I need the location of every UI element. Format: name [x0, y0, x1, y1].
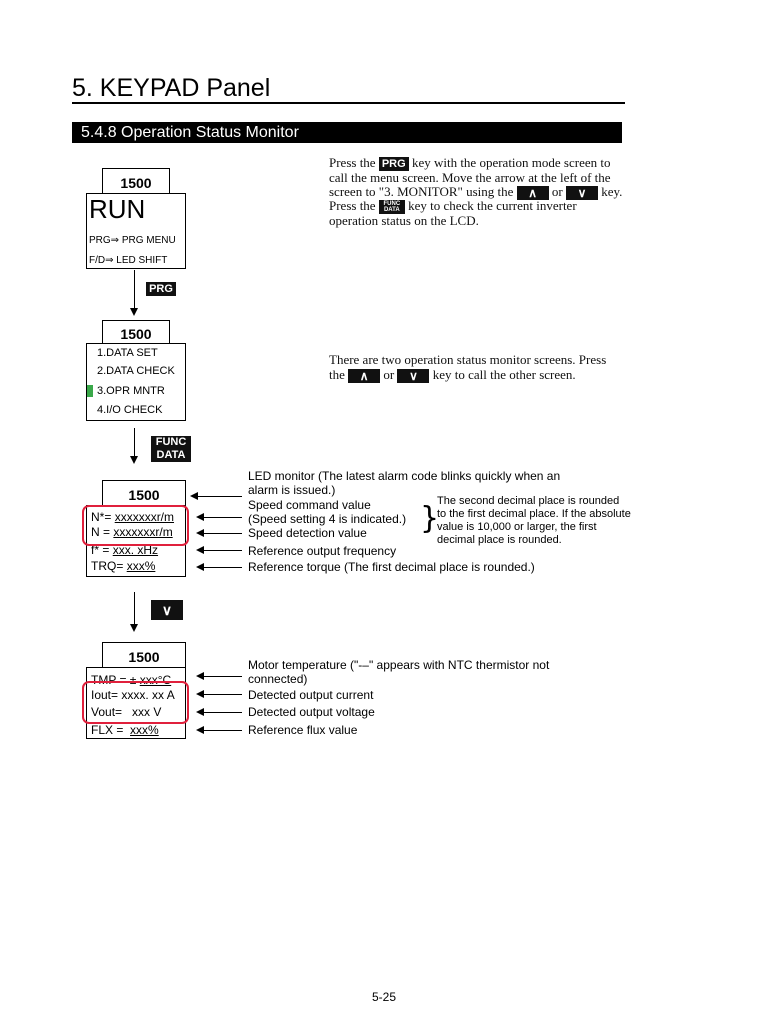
- intro-text: key with the operation mode screen to: [411, 155, 611, 170]
- menu-cursor-icon: [87, 385, 93, 397]
- screen2-tab: 1500: [102, 320, 170, 344]
- row-label: TMP = ±: [91, 673, 137, 687]
- led-monitor-label-2: alarm is issued.): [248, 483, 336, 497]
- lcd-screen-run: [86, 193, 186, 269]
- arrow-head-icon: [130, 624, 138, 632]
- row-value: xxx. xHz: [112, 543, 159, 557]
- row-label: N =: [91, 525, 111, 539]
- intro-line-1: [329, 156, 611, 171]
- down-key-icon: ∨: [151, 600, 183, 620]
- up-key-icon: ∧: [348, 369, 380, 383]
- note2-line-2: [329, 368, 576, 383]
- row-value: xxxxxxxr/m: [114, 510, 175, 524]
- motor-temp-arrow-line: [204, 676, 242, 677]
- func-key-top: FUNC: [383, 201, 401, 208]
- intro-text: key to check the current inverter: [408, 198, 577, 213]
- flux-label: Reference flux value: [248, 723, 358, 737]
- output-current-label: Detected output current: [248, 688, 374, 702]
- arrow-head-icon: [196, 672, 204, 680]
- menu-item-data-check: 2.DATA CHECK: [97, 365, 175, 377]
- flux-row: [91, 724, 159, 737]
- output-current-row: Iout= xxxx. xx A: [91, 688, 175, 702]
- screen1-line-2: F/D⇒ LED SHIFT: [89, 255, 168, 266]
- motor-temp-label: Motor temperature ("-–" appears with NTC thermistor not: [248, 658, 550, 672]
- flux-arrow-line: [204, 730, 242, 731]
- rounding-note-1: The second decimal place is rounded: [437, 495, 620, 507]
- highlight-speed-rows: [82, 505, 189, 546]
- run-label: RUN: [89, 194, 146, 224]
- menu-item-data-set: 1.DATA SET: [97, 347, 158, 359]
- intro-line-4: [329, 199, 577, 214]
- brace-icon: }: [420, 501, 440, 536]
- rounding-note-2: to the first decimal place. If the absolute: [437, 508, 631, 520]
- note-text: key to call the other screen.: [432, 367, 576, 382]
- intro-text: Press the: [329, 155, 376, 170]
- prg-key-icon: PRG: [146, 282, 176, 296]
- screen1-line-1: PRG⇒ PRG MENU: [89, 235, 176, 246]
- ref-frequency-label: Reference output frequency: [248, 544, 397, 558]
- arrow-head-icon: [190, 492, 198, 500]
- flow-arrow-1: [134, 270, 135, 310]
- rounding-note-4: decimal place is rounded.: [437, 534, 562, 546]
- intro-text: key.: [601, 184, 623, 199]
- row-label: FLX =: [91, 723, 124, 737]
- row-value: xxx%: [126, 559, 156, 573]
- screen3-tab: 1500: [102, 480, 186, 506]
- note-text: the: [329, 367, 345, 382]
- prg-key-icon: PRG: [379, 157, 409, 171]
- row-label: Vout=: [91, 705, 123, 719]
- arrow-head-icon: [196, 546, 204, 554]
- vout-arrow-line: [204, 712, 242, 713]
- down-key-icon: ∨: [397, 369, 429, 383]
- func-key-bottom: DATA: [383, 207, 400, 214]
- speed-detection-label: Speed detection value: [248, 526, 367, 540]
- arrow-head-icon: [196, 726, 204, 734]
- row-label: N*=: [91, 510, 112, 524]
- arrow-head-icon: [196, 529, 204, 537]
- iout-arrow-line: [204, 694, 242, 695]
- rounding-note-3: value is 10,000 or larger, the first: [437, 521, 597, 533]
- title-rule: [72, 102, 625, 104]
- menu-item-io-check: 4.I/O CHECK: [97, 404, 163, 416]
- func-key-top: FUNC: [155, 436, 187, 448]
- down-key-icon: ∨: [566, 186, 598, 200]
- intro-text: Press the: [329, 198, 376, 213]
- speed-det-arrow-line: [204, 533, 242, 534]
- output-voltage-label: Detected output voltage: [248, 705, 375, 719]
- arrow-head-icon: [196, 563, 204, 571]
- screen4-tab: 1500: [102, 642, 186, 668]
- note2-line-1: There are two operation status monitor screens. Press: [329, 352, 607, 367]
- row-value: xxxxxxxr/m: [113, 525, 173, 539]
- menu-item-opr-mntr: 3.OPR MNTR: [97, 385, 165, 397]
- motor-temp-label-2: connected): [248, 672, 308, 686]
- intro-line-5: operation status on the LCD.: [329, 213, 479, 228]
- page-number: 5-25: [371, 990, 397, 1004]
- speed-cmd-arrow-line: [204, 517, 242, 518]
- ref-freq-arrow-line: [204, 550, 242, 551]
- arrow-head-icon: [196, 708, 204, 716]
- row-label: f* =: [91, 543, 110, 557]
- func-data-key-icon: [379, 200, 405, 214]
- speed-command-label: Speed command value: [248, 498, 371, 512]
- arrow-head-icon: [130, 308, 138, 316]
- ref-torque-label: Reference torque (The first decimal place is rounded.): [248, 560, 535, 574]
- flow-arrow-3: [134, 592, 135, 626]
- note-text: or: [383, 367, 395, 382]
- flow-arrow-2: [134, 428, 135, 458]
- intro-line-2: call the menu screen. Move the arrow at the left of the: [329, 170, 611, 185]
- row-value: xxx%: [130, 723, 159, 737]
- speed-setting-label: (Speed setting 4 is indicated.): [248, 512, 407, 526]
- arrow-head-icon: [196, 690, 204, 698]
- intro-text: screen to "3. MONITOR" using the: [329, 184, 514, 199]
- arrow-head-icon: [196, 513, 204, 521]
- led-monitor-label: LED monitor (The latest alarm code blinks quickly when an: [248, 469, 561, 483]
- ref-torque-arrow-line: [204, 567, 242, 568]
- highlight-current-voltage-rows: [82, 681, 189, 724]
- intro-text: or: [551, 184, 563, 199]
- row-value: xxx V: [132, 705, 162, 719]
- ref-torque-row: [91, 560, 155, 573]
- led-arrow-line: [196, 496, 242, 497]
- row-label: TRQ=: [91, 559, 124, 573]
- func-key-bottom: DATA: [156, 449, 186, 461]
- section-title: 5.4.8 Operation Status Monitor: [81, 124, 299, 141]
- row-value: xxx°C: [139, 673, 172, 687]
- up-key-icon: ∧: [517, 186, 549, 200]
- screen1-tab: 1500: [102, 168, 170, 194]
- chapter-title: 5. KEYPAD Panel: [72, 74, 271, 102]
- lcd-screen-menu: [86, 343, 186, 421]
- func-data-key-icon: [151, 436, 191, 462]
- arrow-head-icon: [130, 456, 138, 464]
